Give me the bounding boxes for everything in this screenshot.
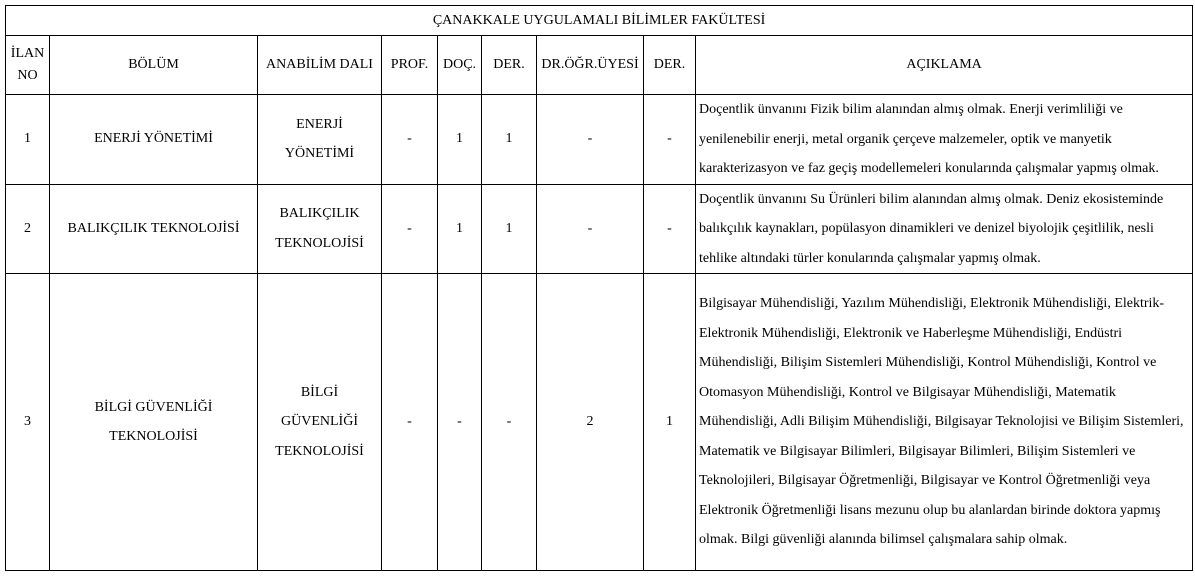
header-doc: DOÇ. xyxy=(438,36,482,95)
header-der-2: DER. xyxy=(644,36,696,95)
cell-doc: 1 xyxy=(438,184,482,274)
title-row xyxy=(6,6,1193,36)
header-bolum: BÖLÜM xyxy=(50,36,258,95)
header-dr-ogr-uyesi: DR.ÖĞR.ÜYESİ xyxy=(537,36,644,95)
cell-aciklama: Doçentlik ünvanını Su Ürünleri bilim alanından almış olmak. Deniz ekosisteminde balıkçılık kaynakları, popülasyon dinamikleri ve denizel biyolojik çeşitlilik, nesli tehlike altındaki türler konularında çalışmalar yapmış olmak. xyxy=(696,184,1193,274)
header-ilan-no: İLAN NO xyxy=(6,36,50,95)
cell-anabilim: ENERJİ YÖNETİMİ xyxy=(258,95,382,185)
table-row xyxy=(6,184,1193,274)
cell-der-2: - xyxy=(644,184,696,274)
header-aciklama: AÇIKLAMA xyxy=(696,36,1193,95)
cell-der-1: 1 xyxy=(482,184,537,274)
cell-doc: 1 xyxy=(438,95,482,185)
cell-doc: - xyxy=(438,274,482,571)
table-row xyxy=(6,274,1193,571)
cell-dr-ogr-uyesi: - xyxy=(537,95,644,185)
faculty-title: ÇANAKKALE UYGULAMALI BİLİMLER FAKÜLTESİ xyxy=(6,6,1193,36)
cell-bolum: ENERJİ YÖNETİMİ xyxy=(50,95,258,185)
cell-der-2: 1 xyxy=(644,274,696,571)
cell-aciklama: Doçentlik ünvanını Fizik bilim alanından almış olmak. Enerji verimliliği ve yenilenebilir enerji, metal organik çerçeve malzemeler, optik ve manyetik karakterizasyon ve faz geçiş modellemeleri konularında çalışmalar yapmış olmak. xyxy=(696,95,1193,185)
cell-dr-ogr-uyesi: 2 xyxy=(537,274,644,571)
cell-bolum: BALIKÇILIK TEKNOLOJİSİ xyxy=(50,184,258,274)
cell-prof: - xyxy=(382,274,438,571)
cell-anabilim: BİLGİ GÜVENLİĞİ TEKNOLOJİSİ xyxy=(258,274,382,571)
header-row xyxy=(6,36,1193,95)
cell-der-1: 1 xyxy=(482,95,537,185)
header-prof: PROF. xyxy=(382,36,438,95)
cell-der-1: - xyxy=(482,274,537,571)
header-anabilim: ANABİLİM DALI xyxy=(258,36,382,95)
cell-ilan-no: 3 xyxy=(6,274,50,571)
cell-ilan-no: 2 xyxy=(6,184,50,274)
vacancy-table xyxy=(5,5,1193,571)
cell-bolum: BİLGİ GÜVENLİĞİ TEKNOLOJİSİ xyxy=(50,274,258,571)
header-der-1: DER. xyxy=(482,36,537,95)
cell-prof: - xyxy=(382,95,438,185)
cell-dr-ogr-uyesi: - xyxy=(537,184,644,274)
table-row xyxy=(6,95,1193,185)
cell-der-2: - xyxy=(644,95,696,185)
cell-ilan-no: 1 xyxy=(6,95,50,185)
cell-aciklama: Bilgisayar Mühendisliği, Yazılım Mühendisliği, Elektronik Mühendisliği, Elektrik-Elektronik Mühendisliği, Elektronik ve Haberleşme Mühendisliği, Endüstri Mühendisliği, Bilişim Sistemleri Mühendisliği, Kontrol Mühendisliği, Kontrol ve Otomasyon Mühendisliği, Kontrol ve Bilgisayar Mühendisliği, Matematik Mühendisliği, Adli Bilişim Mühendisliği, Bilgisayar Teknolojisi ve Bilişim Sistemleri, Matematik ve Bilgisayar Bilimleri, Bilgisayar Bilimleri, Bilişim Sistemleri ve Teknolojileri, Bilgisayar Öğretmenliği, Bilgisayar ve Kontrol Öğretmenliği veya Elektronik Öğretmenliği lisans mezunu olup bu alanlardan birinde doktora yapmış olmak. Bilgi güvenliği alanında bilimsel çalışmalara sahip olmak. xyxy=(696,274,1193,571)
cell-prof: - xyxy=(382,184,438,274)
cell-anabilim: BALIKÇILIK TEKNOLOJİSİ xyxy=(258,184,382,274)
